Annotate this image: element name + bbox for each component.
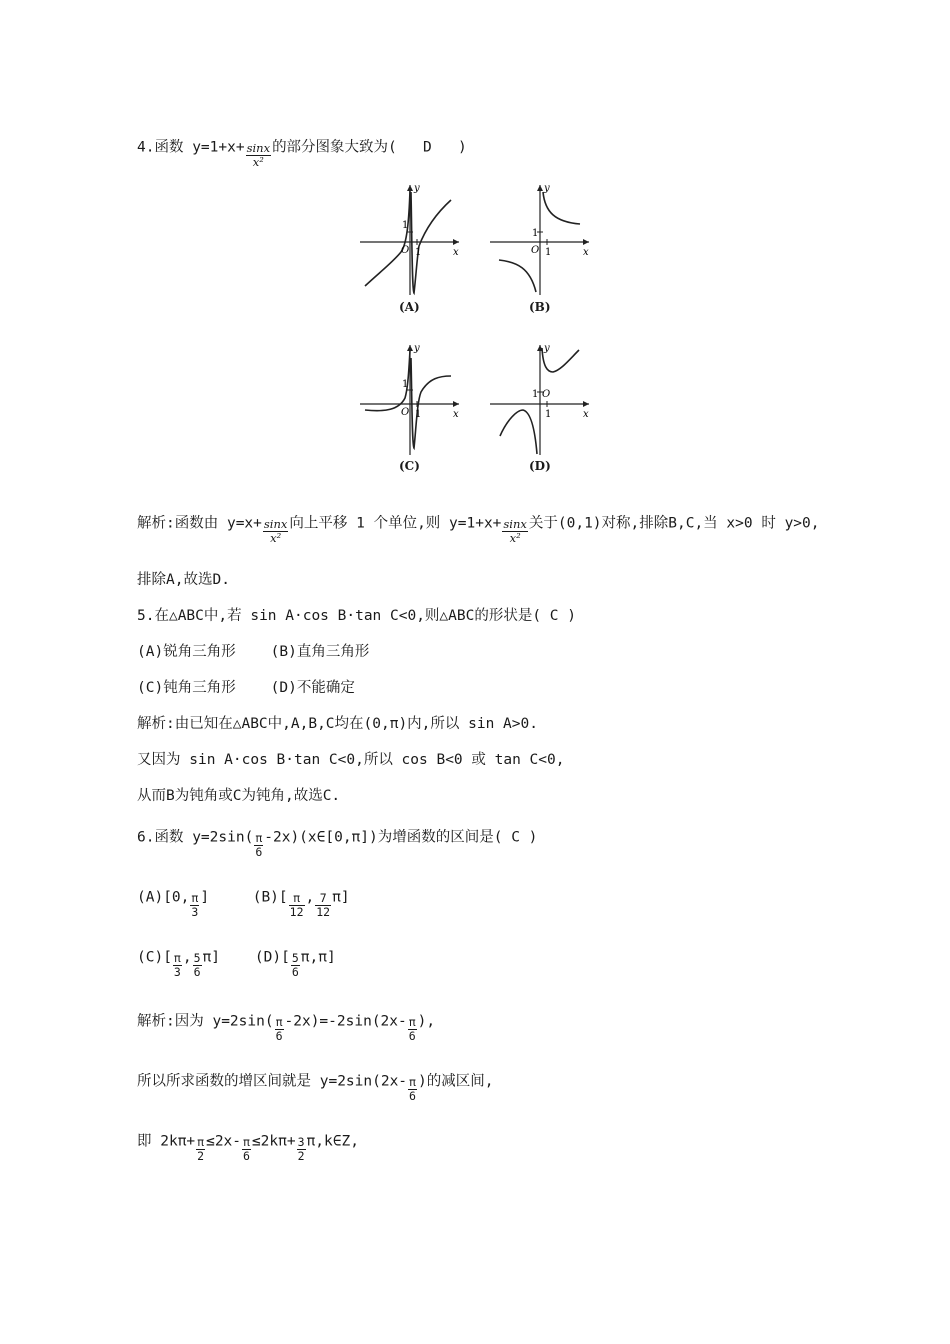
sol4-frac2: $\frac{\sin x}{\text{x²}}$ <box>503 517 527 545</box>
graph-b-one: 1 <box>532 228 539 239</box>
q6-options-cd: (C)[ $\frac{\pi}{3}$ , $\frac{5}{6}$ π] (D)[ $\frac{5}{6}$ π,π] <box>137 949 336 979</box>
graph-c-origin: O <box>401 407 410 418</box>
graph-a-one: 1 <box>402 220 409 231</box>
graph-a-origin: O <box>401 245 410 256</box>
q6-stem: 6.函数 y=2sin( $\frac{\pi}{6}$ -2x)(x∈[0,π])为增函数的区间是( C ) <box>137 829 538 859</box>
graph-b <box>485 180 595 300</box>
q6-sol1: 解析:因为 y=2sin( $\frac{\pi}{6}$ -2x)=-2sin(2x- $\frac{\pi}{6}$ ), <box>137 1013 436 1043</box>
q5-stem: 5.在△ABC中,若 sin A·cos B·tan C<0,则△ABC的形状是( C ) <box>137 608 576 624</box>
q6-sol3: 即 2kπ+ $\frac{\pi}{2}$ ≤2x- $\frac{\pi}{6}$ ≤2kπ+ $\frac{3}{2}$ π,k∈Z, <box>137 1133 359 1163</box>
sol4-line1: 解析:函数由 y=x+ $\frac{\sin x}{\text{x²}}$ 向上平移 1 个单位,则 y=1+x+ $\frac{\sin x}{\text{x²}}$ 关于(0,1)对称,排除B,C,当 x>0 时 y>0, <box>137 515 820 545</box>
graph-d-one: 1 <box>532 389 539 400</box>
graph-d-label: (D) <box>529 459 551 473</box>
q5-sol2: 又因为 sin A·cos B·tan C<0,所以 cos B<0 或 tan C<0, <box>137 752 565 768</box>
graph-d-xone: 1 <box>545 409 552 420</box>
graph-c-label: (C) <box>399 459 420 473</box>
graph-a-xlabel: x <box>453 247 459 258</box>
graph-d-xlabel: x <box>583 409 589 420</box>
graph-b-ylabel: y <box>544 183 550 194</box>
q5-sol3: 从而B为钝角或C为钝角,故选C. <box>137 788 341 804</box>
graph-d-origin: O <box>542 389 551 400</box>
graph-b-xlabel: x <box>583 247 589 258</box>
graph-b-origin: O <box>531 245 540 256</box>
graph-d-ylabel: y <box>544 343 550 354</box>
sol4-frac1: $\frac{\sin x}{\text{x²}}$ <box>263 517 288 545</box>
graph-a-label: (A) <box>399 300 420 314</box>
q4-fraction: $\frac{\sin x}{\text{x²}}$ <box>246 141 271 169</box>
q6-sol2: 所以所求函数的增区间就是 y=2sin(2x- $\frac{\pi}{6}$ )的减区间, <box>137 1073 494 1103</box>
q4-answer: D <box>423 139 432 156</box>
graph-a <box>355 180 465 300</box>
graph-c-xone: 1 <box>415 409 422 420</box>
graph-a-ylabel: y <box>414 183 420 194</box>
graph-c-one: 1 <box>402 379 409 390</box>
graph-c <box>355 340 465 460</box>
graph-c-xlabel: x <box>453 409 459 420</box>
graph-b-xone: 1 <box>545 247 552 258</box>
q6-options-ab: (A)[0, $\frac{\pi}{3}$ ] (B)[ $\frac{\pi}{12}$ , $\frac{7}{12}$ π] <box>137 889 350 919</box>
graph-c-ylabel: y <box>414 343 420 354</box>
q5-options-cd: (C)钝角三角形 (D)不能确定 <box>137 680 355 696</box>
graph-a-xone: 1 <box>415 247 422 258</box>
graph-b-label: (B) <box>529 300 551 314</box>
sol4-line2: 排除A,故选D. <box>137 572 230 588</box>
q5-options-ab: (A)锐角三角形 (B)直角三角形 <box>137 644 370 660</box>
q4-stem: 4.函数 y=1+x+ $\frac{\sin x}{\text{x²}}$ 的部分图象大致为( D ) <box>137 139 467 169</box>
graph-d <box>485 340 595 460</box>
q5-sol1: 解析:由已知在△ABC中,A,B,C均在(0,π)内,所以 sin A>0. <box>137 716 538 732</box>
